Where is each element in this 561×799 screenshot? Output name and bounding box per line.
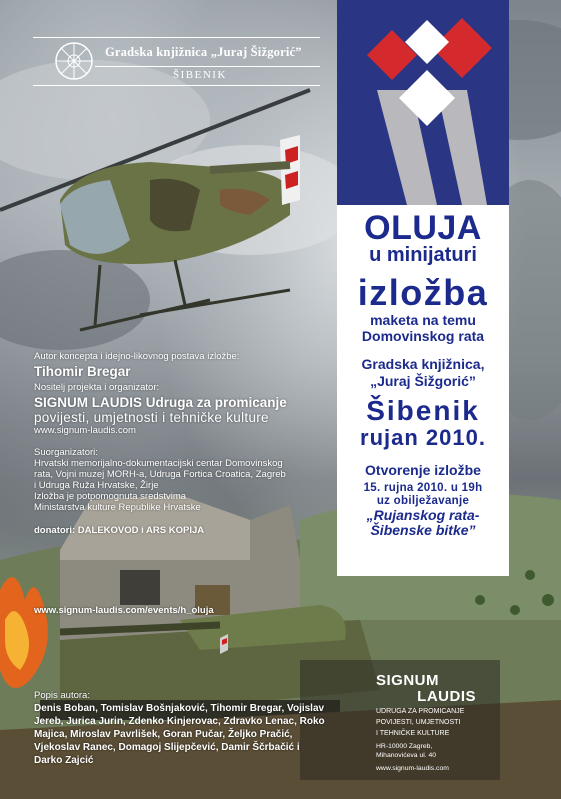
event-label: izložba	[357, 272, 489, 313]
coorganizers-line-1: Hrvatski memorijalno-dokumentacijski centar Domovinskog	[34, 458, 283, 469]
battle-line-2: Šibenske bitke”	[370, 522, 476, 538]
header-rule-top	[33, 37, 320, 38]
event-desc-1: maketa na temu	[370, 312, 476, 328]
signum-address-2: Mihanovićeva ul. 40	[376, 752, 437, 759]
author-name: Tihomir Bregar	[34, 364, 131, 379]
authors-line-3: Majica, Miroslav Pavrlišek, Goran Pučar, Željko Pračić,	[34, 729, 293, 740]
authors-label: Popis autora:	[34, 690, 90, 701]
credits-block	[34, 351, 334, 536]
battle-line-1: „Rujanskog rata-	[366, 507, 480, 523]
organizer-name-1: SIGNUM LAUDIS Udruga za promicanje	[34, 395, 287, 410]
title-panel	[337, 0, 509, 576]
venue-line-1: Gradska knjižnica,	[361, 356, 485, 372]
authors-line-2: Jereb, Jurica Jurin, Zdenko Kinjerovac, Zdravko Lenac, Roko	[34, 716, 325, 727]
occasion-label: uz obilježavanje	[376, 495, 470, 507]
authors-block	[34, 689, 334, 767]
signum-name-2: LAUDIS	[417, 688, 476, 705]
signum-address-1: HR-10000 Zagreb,	[376, 743, 433, 750]
event-desc-2: Domovinskog rata	[361, 328, 485, 344]
subtitle-minijature: u minijaturi	[369, 244, 477, 266]
support-line-1: Izložba je potpomognuta sredstvima	[34, 491, 187, 502]
checkerboard-logo-icon	[337, 0, 509, 205]
donors: donatori: DALEKOVOD i ARS KOPIJA	[34, 525, 205, 536]
coorganizers-line-2: rata, Vojni muzej MORH-a, Udruga Fortica Croatica, Zagreb	[34, 469, 286, 480]
coorganizers-label: Suorganizatori:	[34, 447, 98, 458]
organizer-label: Nositelj projekta i organizator:	[34, 382, 160, 393]
author-label: Autor koncepta i idejno-likovnog postava izložbe:	[34, 351, 240, 362]
venue-line-2: „Juraj Šižgorić”	[370, 373, 476, 389]
organizer-website[interactable]: www.signum-laudis.com	[34, 425, 136, 436]
events-website[interactable]: www.signum-laudis.com/events/h_oluja	[34, 605, 214, 616]
support-line-2: Ministarstva kulture Republike Hrvatske	[34, 502, 201, 513]
library-logo-icon	[53, 40, 95, 82]
library-header	[33, 37, 320, 85]
signum-sub-1: UDRUGA ZA PROMICANJE	[376, 708, 465, 715]
city-title: Šibenik	[366, 395, 480, 426]
opening-time: 15. rujna 2010. u 19h	[363, 482, 483, 494]
title-text-block	[337, 210, 509, 538]
date-title: rujan 2010.	[360, 425, 486, 450]
authors-line-5: Darko Zajcić	[34, 755, 94, 766]
library-name: Gradska knjižnica „Juraj Šižgorić”	[105, 45, 302, 59]
signum-sub-2: POVIJESTI, UMJETNOSTI	[376, 719, 461, 726]
opening-label: Otvorenje izložbe	[365, 462, 481, 478]
signum-website[interactable]: www.signum-laudis.com	[376, 765, 449, 772]
coorganizers-line-3: i Udruga Ruža Hrvatske, Žirje	[34, 480, 159, 491]
signum-laudis-logo	[376, 673, 476, 772]
library-city: ŠIBENIK	[173, 69, 227, 81]
signum-sub-3: I TEHNIČKE KULTURE	[376, 730, 450, 737]
authors-line-4: Vjekoslav Ranec, Domagoj Slijepčević, Damir Ščrbačić i	[34, 742, 300, 753]
title-oluja: OLUJA	[364, 209, 482, 247]
header-rule-bottom	[33, 85, 320, 86]
authors-line-1: Denis Boban, Tomislav Bošnjaković, Tihomir Bregar, Vojislav	[34, 703, 325, 714]
header-rule-mid	[95, 66, 320, 67]
organizer-name-2: povijesti, umjetnosti i tehničke kulture	[34, 410, 269, 425]
signum-name-1: SIGNUM	[376, 672, 439, 689]
